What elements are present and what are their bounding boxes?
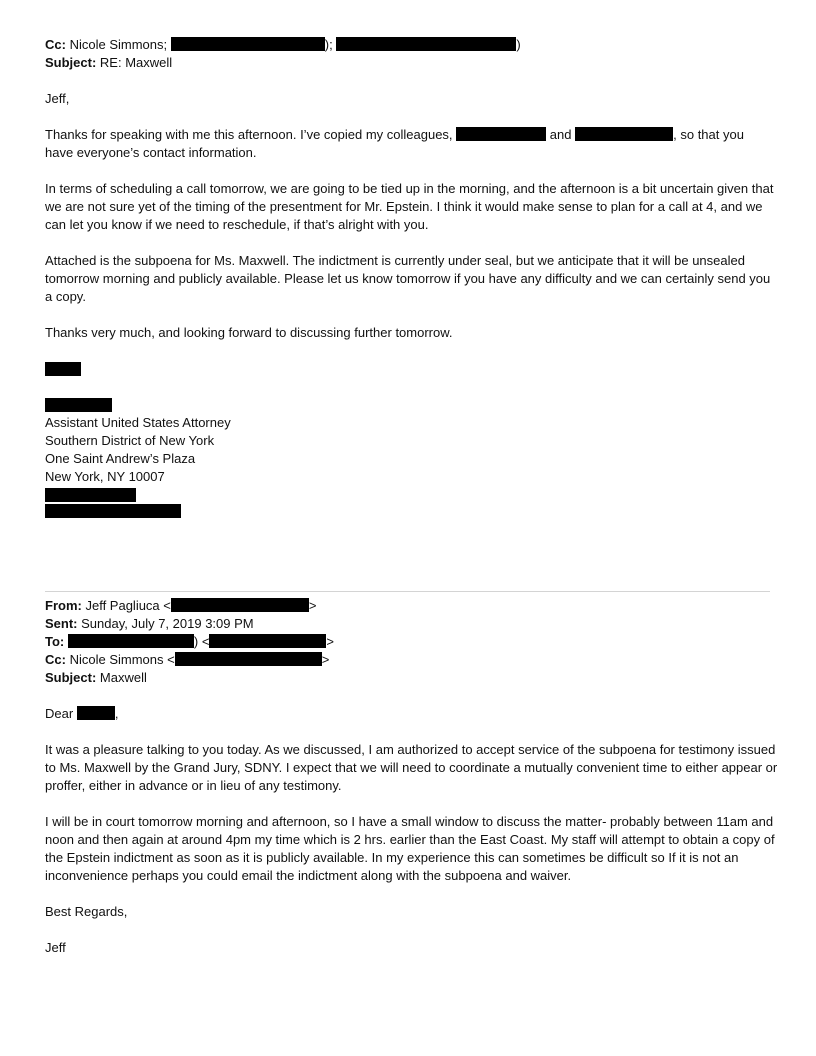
orig-sent-line [45,615,780,633]
reply-paragraph-4: Thanks very much, and looking forward to discussing further tomorrow. [45,325,453,340]
sig-office: Southern District of New York [45,433,215,448]
orig-closing: Best Regards, [45,904,128,919]
redaction-box [45,362,81,376]
reply-p1-text-c: have everyone’s contact information. [45,145,257,160]
orig-sent-label: Sent: [45,616,78,631]
orig-cc-label: Cc: [45,652,66,667]
orig-to-line [45,633,780,651]
reply-paragraph-3: Attached is the subpoena for Ms. Maxwell. The indictment is currently under seal, but we anticipate that it will be unsealed tomorrow morning and publicly available. Please let us know tomorrow if you have any difficulty and we can certainly send you a copy. [45,253,771,304]
orig-subject: Maxwell [99,670,147,685]
orig-subject-line [45,669,780,687]
orig-greeting [45,705,780,723]
orig-greeting-comma: , [114,706,119,721]
reply-subject: RE: Maxwell [99,55,173,70]
orig-cc-name: Nicole Simmons < [69,652,175,667]
redaction-box [175,652,322,666]
orig-signature: Jeff [45,940,66,955]
reply-subject-line [45,54,780,72]
reply-greeting: Jeff, [45,91,70,106]
orig-sent-date: Sunday, July 7, 2019 3:09 PM [81,616,254,631]
reply-p1-text-a: Thanks for speaking with me this afternoon. I’ve copied my colleagues, [45,127,453,142]
reply-cc-name: Nicole Simmons; [69,37,168,52]
redaction-box [336,37,516,51]
orig-greeting-text: Dear [45,706,74,721]
reply-paragraph-1 [45,126,780,162]
redaction-box [45,504,181,518]
reply-p1-text-b: , so that you [673,127,744,142]
sig-address-1: One Saint Andrew’s Plaza [45,451,196,466]
orig-from-name: Jeff Pagliuca < [85,598,171,613]
redaction-box [77,706,115,720]
orig-paragraph-2: I will be in court tomorrow morning and afternoon, so I have a small window to discuss the matter- probably between 11am and noon and then again at around 4pm my time which is 2 hrs. earlier than the East Coast. My staff will attempt to obtain a copy of the Epstein indictment as soon as it is publicly available. In my experience this can sometimes be difficult so If it is not an inconvenience perhaps you could email the indictment along with the subpoena and waiver. [45,814,775,883]
orig-from-line [45,597,780,615]
redaction-box [68,634,194,648]
orig-to-mid: ) < [193,634,210,649]
orig-cc-line [45,651,780,669]
reply-cc-line [45,36,780,54]
redaction-box [171,598,309,612]
reply-cc-sep: ); [324,37,333,52]
redaction-box [171,37,325,51]
redaction-box [456,127,546,141]
orig-to-label: To: [45,634,65,649]
orig-cc-end: > [321,652,330,667]
orig-paragraph-1: It was a pleasure talking to you today. As we discussed, I am authorized to accept service of the subpoena for testimony issued to Ms. Maxwell by the Grand Jury, SDNY. I expect that we will need to coordinate a mutually convenient time to either appear or proffer, either in advance or in lieu of any testimony. [45,742,778,793]
reply-cc-end: ) [516,37,521,52]
sig-title: Assistant United States Attorney [45,415,231,430]
orig-to-end: > [326,634,335,649]
reply-paragraph-2: In terms of scheduling a call tomorrow, we are going to be tied up in the morning, and the afternoon is a bit uncertain given that we are not sure yet of the timing of the presentment for Mr. Epstein. I think it would make sense to plan for a call at 4, and we can let you know if we need to reschedule, if that’s alright with you. [45,181,774,232]
email-document [45,36,780,957]
redaction-box [209,634,326,648]
orig-subject-label: Subject: [45,670,97,685]
reply-subject-label: Subject: [45,55,97,70]
orig-from-end: > [308,598,317,613]
orig-from-label: From: [45,598,82,613]
redaction-box [45,398,112,412]
sig-address-2: New York, NY 10007 [45,469,165,484]
reply-cc-label: Cc: [45,37,66,52]
redaction-box [45,488,136,502]
reply-p1-and: and [549,127,572,142]
redaction-box [575,127,673,141]
